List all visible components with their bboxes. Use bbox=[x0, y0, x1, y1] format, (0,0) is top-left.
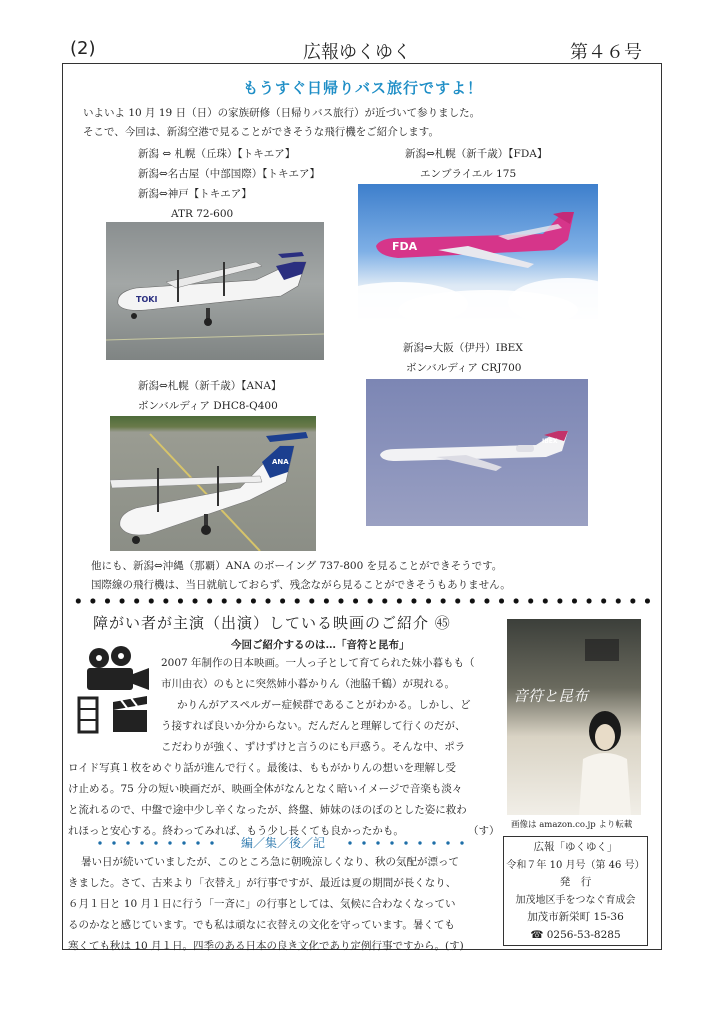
info-name: 広報「ゆくゆく」 bbox=[533, 841, 618, 853]
editorial-dots-right bbox=[343, 840, 473, 846]
ana-airplane-icon bbox=[110, 416, 316, 551]
info-address: 加茂市新栄町 15-36 bbox=[527, 911, 624, 923]
toki-atr-photo bbox=[106, 222, 324, 360]
editorial-line-4: るのかなと感じています。でも私は頑なに衣替えの文化を守っています。暑くても bbox=[68, 919, 455, 931]
toki-model: ATR 72-600 bbox=[171, 208, 234, 220]
movie-line-7: け止める。75 分の短い映画だが、映画全体がなんとなく暗いイメージで音楽も淡々 bbox=[68, 783, 463, 795]
trip-intro-1: いよいよ 10 月 19 日（日）の家族研修（日帰りバス旅行）が近づいて参りました。 bbox=[83, 107, 481, 119]
movie-line-6: ロイド写真１枚をめぐり話が進んで行く。最後は、ももがかりんの想いを理解し受 bbox=[68, 762, 456, 774]
poster-credit: 画像は amazon.co.jp より転載 bbox=[511, 820, 633, 830]
ana-model: ボンバルディア DHC8-Q400 bbox=[138, 400, 278, 412]
editorial-title: 編／集／後／記 bbox=[240, 836, 325, 850]
trip-closing-2: 国際線の飛行機は、当日就航しておらず、残念ながら見ることができそうもありません。 bbox=[91, 579, 511, 591]
ana-route: 新潟⇔札幌（新千歳）【ANA】 bbox=[138, 380, 282, 392]
fda-embraer-photo bbox=[358, 184, 598, 319]
movie-line-4: う接すれば良いか分からない。だんだんと理解して行くのだが、 bbox=[161, 720, 466, 732]
info-phone: ☎ 0256-53-8285 bbox=[530, 928, 621, 941]
movie-intro: 今回ご紹介するのは…「音符と昆布」 bbox=[231, 639, 410, 651]
info-org: 加茂地区手をつなぐ育成会 bbox=[515, 894, 636, 906]
movie-line-5: こだわりが強く、ずけずけと言うのにも戸惑う。そんな中、ポラ bbox=[161, 741, 466, 753]
toki-route-3: 新潟⇔神戸【トキエア】 bbox=[138, 188, 252, 200]
movie-line-2: 市川由衣）のもとに突然姉小暮かりん（池脇千鶴）が現れる。 bbox=[161, 678, 455, 690]
ibex-model: ボンバルディア CRJ700 bbox=[406, 362, 522, 374]
ibex-route: 新潟⇔大阪（伊丹）IBEX bbox=[403, 342, 523, 354]
trip-intro-2: そこで、今回は、新潟空港で見ることができそうな飛行機をご紹介します。 bbox=[83, 126, 439, 138]
publisher-info-box bbox=[503, 836, 648, 946]
movie-line-3: かりんがアスペルガー症候群であることがわかる。しかし、ど bbox=[177, 699, 471, 711]
editorial-line-2: きました。さて、古来より「衣替え」が行事ですが、最近は夏の期間が長くなり、 bbox=[68, 877, 457, 889]
fda-logo: FDA bbox=[392, 240, 418, 253]
movie-signature: （す） bbox=[468, 825, 500, 837]
poster-title: 音符と昆布 bbox=[513, 687, 589, 705]
info-label: 発 行 bbox=[559, 876, 592, 888]
toki-route-2: 新潟⇔名古屋（中部国際）【トキエア】 bbox=[138, 168, 321, 180]
issue-number: 第４６号 bbox=[570, 42, 642, 63]
ibex-crj-photo bbox=[366, 379, 588, 526]
ana-dash8-photo bbox=[110, 416, 316, 551]
trip-title: もうすぐ日帰りバス旅行ですよ！ bbox=[242, 79, 483, 97]
newsletter-title: 広報ゆくゆく bbox=[303, 42, 411, 63]
trip-closing-1: 他にも、新潟⇔沖縄（那覇）ANA のボーイング 737-800 を見ることができそうです。 bbox=[91, 560, 503, 572]
ana-logo: ANA bbox=[272, 458, 289, 466]
fda-model: エンブライエル 175 bbox=[420, 168, 517, 180]
movie-line-8: と流れるので、中盤で途中少し辛くなったが、終盤、姉妹のほのぼのとした姿に救わ bbox=[68, 804, 467, 816]
page-number: (2) bbox=[70, 38, 96, 59]
ibex-logo: IBEX bbox=[542, 438, 558, 445]
editorial-line-1: 暑い日が続いていましたが、このところ急に朝晩涼しくなり、秋の気配が漂って bbox=[81, 856, 459, 868]
ibex-airplane-icon bbox=[366, 379, 588, 526]
section-divider bbox=[71, 597, 655, 605]
page-frame bbox=[62, 63, 662, 950]
info-date: 令和７年 10 月号（第 46 号） bbox=[506, 859, 645, 871]
fda-airplane-icon bbox=[358, 184, 598, 319]
movie-line-1: 2007 年制作の日本映画。一人っ子として育てられた妹小暮もも（ bbox=[161, 657, 475, 669]
movie-section-title: 障がい者が主演（出演）している映画のご紹介 ㊺ bbox=[93, 614, 451, 632]
toki-airplane-icon bbox=[106, 222, 324, 360]
movie-line-9: れほっと安心する。終わってみれば、もう少し長くても良かったかも。 bbox=[68, 825, 404, 837]
movie-poster bbox=[507, 619, 641, 815]
toki-route-1: 新潟 ⇔ 札幌（丘珠）【トキエア】 bbox=[138, 148, 296, 160]
editorial-line-3: ６月１日と 10 月１日に行う「一斉に」の行事としては、気候に合わなくなってい bbox=[68, 898, 456, 910]
film-projector-icon bbox=[77, 644, 157, 734]
toki-logo: TOKI bbox=[136, 295, 158, 304]
editorial-line-5: 寒くても秋は 10 月１日。四季のある日本の良き文化であり定例行事ですから。(す) bbox=[68, 940, 464, 952]
fda-route: 新潟⇔札幌（新千歳）【FDA】 bbox=[405, 148, 548, 160]
